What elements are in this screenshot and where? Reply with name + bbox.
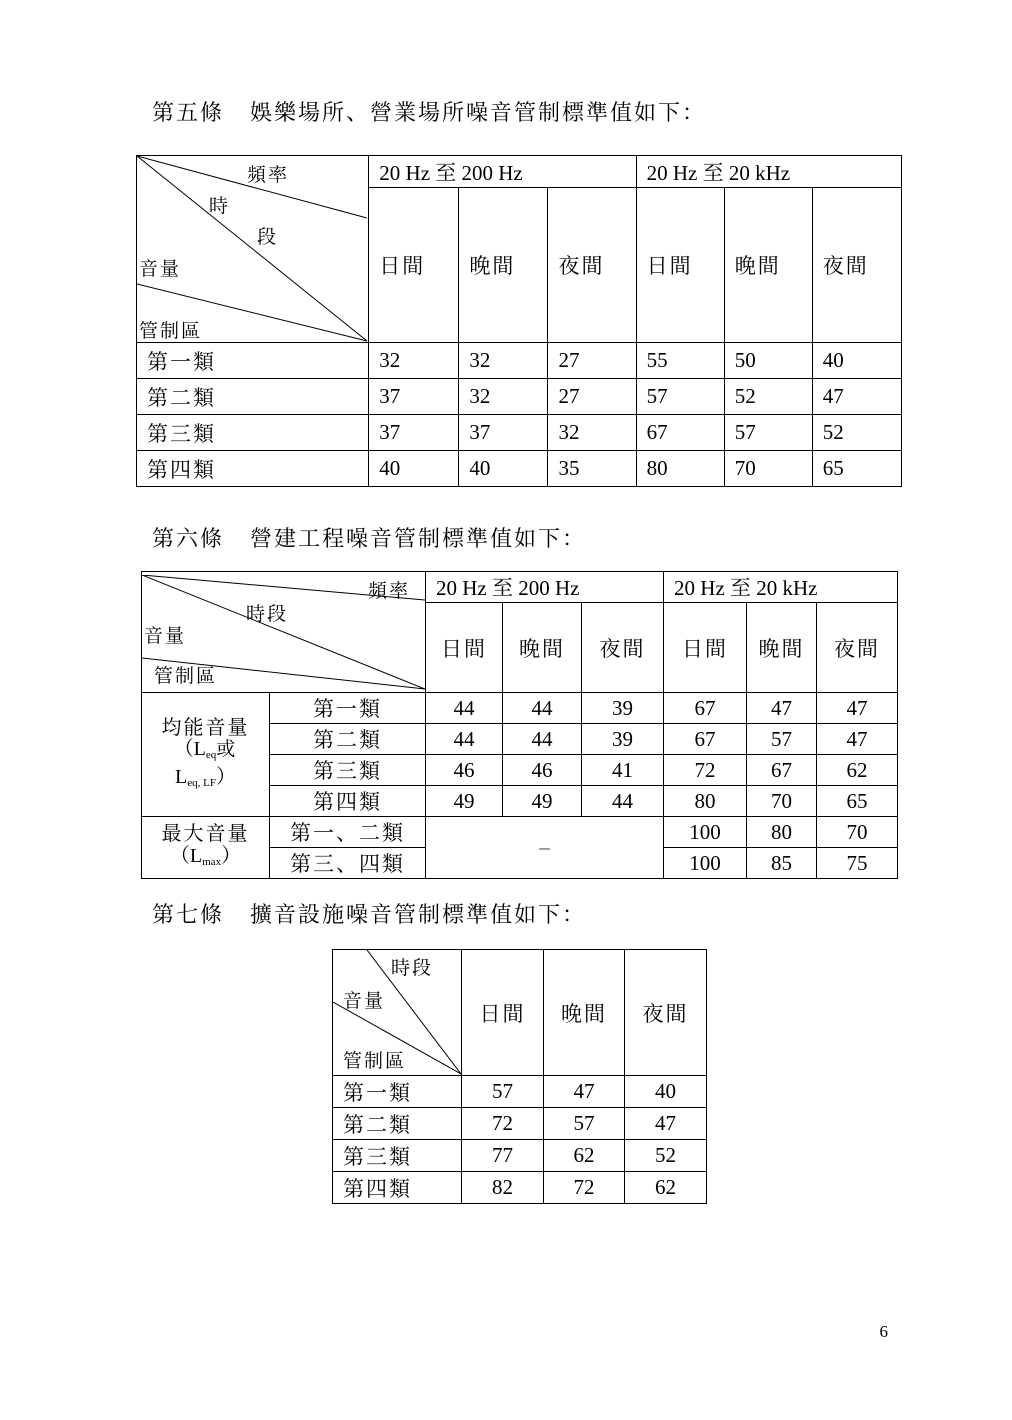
row-label: 第一類 bbox=[137, 343, 369, 379]
table-cell: 62 bbox=[817, 755, 898, 786]
table-cell: 72 bbox=[544, 1172, 625, 1204]
table-cell: 57 bbox=[544, 1108, 625, 1140]
table-cell: 67 bbox=[747, 755, 817, 786]
table-cell: 72 bbox=[664, 755, 747, 786]
table-row bbox=[142, 693, 898, 724]
article7-corner-zone: 管制區 bbox=[343, 1050, 407, 1072]
article6-period-night-full: 夜間 bbox=[817, 603, 898, 693]
article6-heading bbox=[152, 522, 586, 553]
table-cell: 82 bbox=[462, 1172, 544, 1204]
article6-leq-or: 或 bbox=[216, 737, 238, 760]
article5-band-full: 20 Hz 至 20 kHz bbox=[636, 156, 901, 188]
table-cell: 52 bbox=[625, 1140, 707, 1172]
table-cell: 50 bbox=[724, 343, 812, 379]
article6-period-day-low: 日間 bbox=[426, 603, 503, 693]
table-cell: 49 bbox=[426, 786, 503, 817]
table-row bbox=[137, 343, 902, 379]
article6-corner-time: 時段 bbox=[246, 602, 289, 625]
article6-leq-label bbox=[142, 693, 270, 817]
table-row bbox=[137, 451, 902, 487]
article6-period-night-low: 夜間 bbox=[582, 603, 664, 693]
row-label: 第二類 bbox=[333, 1108, 462, 1140]
article6-leq-open: （L bbox=[173, 737, 206, 760]
article7-heading bbox=[152, 898, 586, 929]
table-cell: 57 bbox=[462, 1076, 544, 1108]
table-cell: 27 bbox=[548, 379, 636, 415]
table-cell: 44 bbox=[503, 693, 582, 724]
table-cell: 75 bbox=[817, 848, 898, 879]
article6-lmax-label bbox=[142, 817, 270, 879]
table-cell: 40 bbox=[369, 451, 459, 487]
article5-corner-time-2: 段 bbox=[257, 226, 279, 248]
article6-lmax-sub: max bbox=[202, 855, 222, 868]
table-cell: 37 bbox=[369, 379, 459, 415]
row-label: 第二類 bbox=[270, 724, 426, 755]
article7-period-day: 日間 bbox=[462, 950, 544, 1076]
table-cell: 70 bbox=[724, 451, 812, 487]
article5-period-night-full: 夜間 bbox=[812, 188, 901, 343]
table-cell: 39 bbox=[582, 693, 664, 724]
table-cell: 57 bbox=[747, 724, 817, 755]
article7-corner-time: 時段 bbox=[391, 957, 434, 979]
article5-corner-frequency: 頻率 bbox=[247, 164, 290, 186]
table-cell: 52 bbox=[812, 415, 901, 451]
row-label: 第四類 bbox=[333, 1172, 462, 1204]
article5-number: 第五條 bbox=[152, 101, 225, 126]
article6-corner-header bbox=[142, 572, 426, 693]
table-cell: 46 bbox=[503, 755, 582, 786]
table-cell: 57 bbox=[724, 415, 812, 451]
article5-corner-time-1: 時 bbox=[209, 195, 231, 217]
article5-title: 娛樂場所、營業場所噪音管制標準值如下： bbox=[250, 101, 707, 126]
table-row bbox=[333, 1172, 707, 1204]
article6-leqlf-close: ） bbox=[215, 765, 236, 788]
article6-table bbox=[141, 571, 898, 879]
article6-leq-sub: eq bbox=[205, 748, 217, 761]
article5-period-day-full: 日間 bbox=[636, 188, 724, 343]
table-cell: 32 bbox=[459, 343, 548, 379]
table-cell: 65 bbox=[817, 786, 898, 817]
article5-period-evening-low: 晚間 bbox=[459, 188, 548, 343]
table-cell: 37 bbox=[459, 415, 548, 451]
row-label: 第三類 bbox=[333, 1140, 462, 1172]
row-label: 第二類 bbox=[137, 379, 369, 415]
article5-corner-volume: 音量 bbox=[139, 258, 182, 280]
table-cell: 32 bbox=[548, 415, 636, 451]
row-label: 第三類 bbox=[270, 755, 426, 786]
article6-band-full: 20 Hz 至 20 kHz bbox=[664, 572, 898, 603]
table-row bbox=[333, 1076, 707, 1108]
table-cell: 32 bbox=[369, 343, 459, 379]
article6-lmax-close: ） bbox=[221, 844, 242, 867]
article6-not-applicable: – bbox=[426, 817, 664, 879]
table-cell: 67 bbox=[636, 415, 724, 451]
table-cell: 80 bbox=[747, 817, 817, 848]
table-cell: 52 bbox=[724, 379, 812, 415]
article6-corner-zone: 管制區 bbox=[154, 664, 218, 687]
article6-band-low: 20 Hz 至 200 Hz bbox=[426, 572, 664, 603]
table-cell: 39 bbox=[582, 724, 664, 755]
table-cell: 35 bbox=[548, 451, 636, 487]
article6-number: 第六條 bbox=[152, 527, 225, 552]
table-row bbox=[137, 379, 902, 415]
article7-table bbox=[332, 949, 707, 1204]
article6-corner-frequency: 頻率 bbox=[368, 579, 411, 602]
table-cell: 40 bbox=[459, 451, 548, 487]
article5-table bbox=[136, 155, 902, 487]
article6-leq-title: 均能音量 bbox=[161, 714, 250, 739]
table-cell: 44 bbox=[426, 724, 503, 755]
table-cell: 44 bbox=[503, 724, 582, 755]
table-cell: 40 bbox=[625, 1076, 707, 1108]
table-cell: 67 bbox=[664, 693, 747, 724]
row-label: 第一類 bbox=[333, 1076, 462, 1108]
article6-corner-volume: 音量 bbox=[144, 624, 187, 647]
table-cell: 47 bbox=[817, 693, 898, 724]
table-cell: 55 bbox=[636, 343, 724, 379]
article5-period-day-low: 日間 bbox=[369, 188, 459, 343]
table-cell: 62 bbox=[625, 1172, 707, 1204]
article6-lmax-open: （L bbox=[169, 844, 203, 867]
table-cell: 77 bbox=[462, 1140, 544, 1172]
article5-heading bbox=[152, 96, 706, 127]
table-cell: 47 bbox=[747, 693, 817, 724]
table-cell: 44 bbox=[582, 786, 664, 817]
table-cell: 47 bbox=[544, 1076, 625, 1108]
table-cell: 65 bbox=[812, 451, 901, 487]
row-label: 第四類 bbox=[270, 786, 426, 817]
table-cell: 70 bbox=[747, 786, 817, 817]
article6-leqlf-main: L bbox=[175, 765, 188, 788]
table-cell: 32 bbox=[459, 379, 548, 415]
article6-lmax-title: 最大音量 bbox=[161, 820, 250, 845]
table-cell: 49 bbox=[503, 786, 582, 817]
table-cell: 70 bbox=[817, 817, 898, 848]
table-cell: 100 bbox=[664, 817, 747, 848]
table-cell: 62 bbox=[544, 1140, 625, 1172]
article6-period-day-full: 日間 bbox=[664, 603, 747, 693]
table-cell: 44 bbox=[426, 693, 503, 724]
table-row bbox=[142, 817, 898, 848]
row-label: 第一、二類 bbox=[270, 817, 426, 848]
article7-title: 擴音設施噪音管制標準值如下： bbox=[250, 903, 587, 928]
row-label: 第一類 bbox=[270, 693, 426, 724]
page-number: 6 bbox=[879, 1322, 888, 1341]
table-cell: 85 bbox=[747, 848, 817, 879]
table-cell: 72 bbox=[462, 1108, 544, 1140]
row-label: 第三類 bbox=[137, 415, 369, 451]
table-row bbox=[333, 1140, 707, 1172]
table-cell: 46 bbox=[426, 755, 503, 786]
table-cell: 57 bbox=[636, 379, 724, 415]
article5-corner-header bbox=[137, 156, 369, 343]
row-label: 第四類 bbox=[137, 451, 369, 487]
article7-number: 第七條 bbox=[152, 903, 225, 928]
article7-corner-volume: 音量 bbox=[343, 990, 386, 1012]
table-cell: 67 bbox=[664, 724, 747, 755]
table-row bbox=[333, 1108, 707, 1140]
article6-title: 營建工程噪音管制標準值如下： bbox=[250, 527, 587, 552]
article6-period-evening-full: 晚間 bbox=[747, 603, 817, 693]
table-cell: 27 bbox=[548, 343, 636, 379]
article7-corner-header bbox=[333, 950, 462, 1076]
article6-leqlf-sub: eq, LF bbox=[187, 776, 216, 789]
table-cell: 47 bbox=[812, 379, 901, 415]
article5-period-evening-full: 晚間 bbox=[724, 188, 812, 343]
table-cell: 41 bbox=[582, 755, 664, 786]
article5-period-night-low: 夜間 bbox=[548, 188, 636, 343]
table-cell: 37 bbox=[369, 415, 459, 451]
article5-corner-zone: 管制區 bbox=[139, 320, 203, 342]
table-cell: 80 bbox=[664, 786, 747, 817]
article7-period-night: 夜間 bbox=[625, 950, 707, 1076]
article5-band-low: 20 Hz 至 200 Hz bbox=[369, 156, 636, 188]
table-row bbox=[137, 415, 902, 451]
table-cell: 47 bbox=[817, 724, 898, 755]
table-cell: 80 bbox=[636, 451, 724, 487]
article6-period-evening-low: 晚間 bbox=[503, 603, 582, 693]
table-cell: 47 bbox=[625, 1108, 707, 1140]
table-cell: 100 bbox=[664, 848, 747, 879]
table-cell: 40 bbox=[812, 343, 901, 379]
row-label: 第三、四類 bbox=[270, 848, 426, 879]
article7-period-evening: 晚間 bbox=[544, 950, 625, 1076]
